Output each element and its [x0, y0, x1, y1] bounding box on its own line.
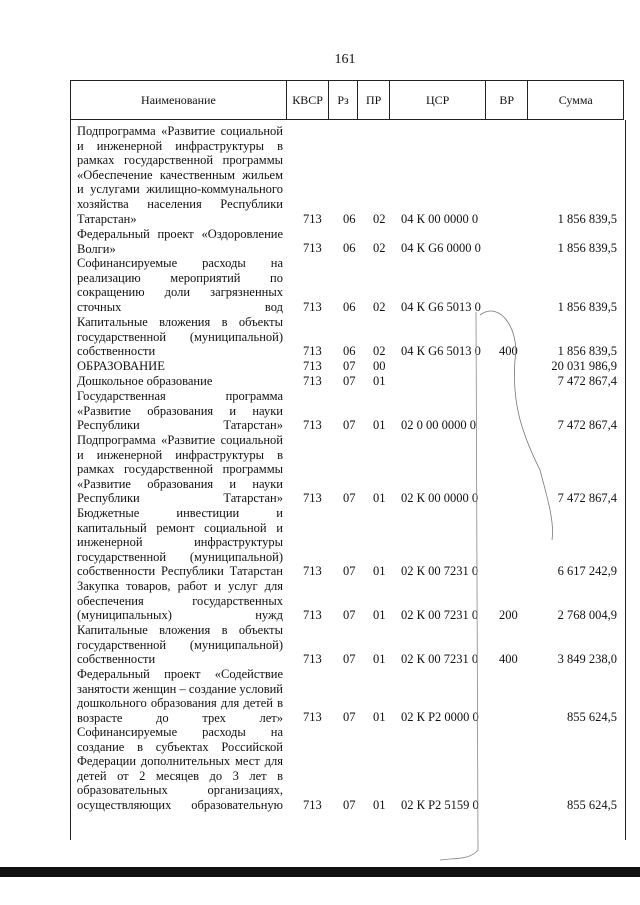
row-name: Федеральный проект «Оздоровление Волги» — [77, 227, 283, 256]
row-csr: 02 0 00 0000 0 — [401, 418, 476, 433]
row-sum: 6 617 242,9 — [557, 564, 617, 579]
pencil-stroke-left — [440, 312, 478, 860]
row-kvsr: 713 — [303, 608, 322, 623]
row-pr: 02 — [373, 241, 386, 256]
row-pr: 01 — [373, 374, 386, 389]
row-pr: 01 — [373, 608, 386, 623]
row-csr: 02 К 00 7231 0 — [401, 652, 479, 667]
row-rz: 06 — [343, 241, 356, 256]
row-sum: 2 768 004,9 — [557, 608, 617, 623]
row-csr: 02 К 00 0000 0 — [401, 491, 479, 506]
row-sum: 1 856 839,5 — [557, 300, 617, 315]
row-csr: 02 К P2 5159 0 — [401, 798, 479, 813]
header-vr: ВР — [485, 81, 527, 119]
row-name: Софинансируемые расходы на создание в субъектах Российской Федерации дополнительных мест для детей от 2 месяцев до 3 лет в образовательных организациях, осуществляющих образовательную — [77, 725, 283, 812]
row-name: Государственная программа «Развитие образования и науки Республики Татарстан» — [77, 389, 283, 433]
header-rz: Рз — [328, 81, 357, 119]
row-sum: 855 624,5 — [567, 798, 617, 813]
row-kvsr: 713 — [303, 798, 322, 813]
row-kvsr: 713 — [303, 300, 322, 315]
row-kvsr: 713 — [303, 344, 322, 359]
header-kvsr: КВСР — [286, 81, 328, 119]
row-pr: 01 — [373, 710, 386, 725]
row-vr: 400 — [499, 344, 518, 359]
row-rz: 07 — [343, 652, 356, 667]
row-sum: 1 856 839,5 — [557, 344, 617, 359]
row-name: Закупка товаров, работ и услуг для обеспечения государственных (муниципальных) нужд — [77, 579, 283, 623]
row-csr: 02 К P2 0000 0 — [401, 710, 479, 725]
header-sum: Сумма — [527, 81, 623, 119]
row-sum: 7 472 867,4 — [557, 491, 617, 506]
row-csr: 04 К G6 5013 0 — [401, 300, 481, 315]
row-kvsr: 713 — [303, 491, 322, 506]
row-name: Федеральный проект «Содействие занятости женщин – создание условий дошкольного образования для детей в возрасте до трех лет» — [77, 667, 283, 725]
row-rz: 06 — [343, 212, 356, 227]
row-rz: 07 — [343, 710, 356, 725]
row-vr: 400 — [499, 652, 518, 667]
row-rz: 07 — [343, 491, 356, 506]
row-name: ОБРАЗОВАНИЕ — [77, 359, 165, 373]
row-kvsr: 713 — [303, 359, 322, 374]
row-name: Подпрограмма «Развитие социальной и инженерной инфраструктуры в рамках государственной программы «Развитие образования и науки Республики Татарстан» — [77, 433, 283, 506]
row-sum: 1 856 839,5 — [557, 212, 617, 227]
pencil-stroke-right — [480, 311, 553, 540]
row-kvsr: 713 — [303, 241, 322, 256]
row-vr: 200 — [499, 608, 518, 623]
row-kvsr: 713 — [303, 652, 322, 667]
row-csr: 04 К G6 5013 0 — [401, 344, 481, 359]
row-pr: 02 — [373, 212, 386, 227]
scan-edge-bar — [0, 867, 640, 877]
row-sum: 20 031 986,9 — [551, 359, 617, 374]
row-pr: 01 — [373, 418, 386, 433]
row-sum: 3 849 238,0 — [557, 652, 617, 667]
header-csr: ЦСР — [389, 81, 485, 119]
row-rz: 07 — [343, 418, 356, 433]
row-sum: 1 856 839,5 — [557, 241, 617, 256]
row-pr: 02 — [373, 344, 386, 359]
row-pr: 01 — [373, 491, 386, 506]
row-csr: 04 К G6 0000 0 — [401, 241, 481, 256]
row-rz: 07 — [343, 374, 356, 389]
row-kvsr: 713 — [303, 710, 322, 725]
row-kvsr: 713 — [303, 374, 322, 389]
row-csr: 04 К 00 0000 0 — [401, 212, 479, 227]
header-name: Наименование — [141, 92, 216, 107]
row-kvsr: 713 — [303, 418, 322, 433]
row-sum: 7 472 867,4 — [557, 374, 617, 389]
row-pr: 01 — [373, 798, 386, 813]
row-name: Дошкольное образование — [77, 374, 213, 388]
row-pr: 02 — [373, 300, 386, 315]
row-name: Бюджетные инвестиции и капитальный ремонт социальной и инженерной инфраструктуры государственной (муниципальной) собственности Республики Татарстан — [77, 506, 283, 579]
row-name: Софинансируемые расходы на реализацию мероприятий по сокращению доли загрязненных сточных вод — [77, 256, 283, 314]
row-sum: 7 472 867,4 — [557, 418, 617, 433]
row-pr: 01 — [373, 564, 386, 579]
row-kvsr: 713 — [303, 212, 322, 227]
row-name: Капитальные вложения в объекты государственной (муниципальной) собственности — [77, 623, 283, 667]
row-rz: 07 — [343, 608, 356, 623]
row-sum: 855 624,5 — [567, 710, 617, 725]
row-pr: 01 — [373, 652, 386, 667]
row-rz: 06 — [343, 344, 356, 359]
row-name: Подпрограмма «Развитие социальной и инженерной инфраструктуры в рамках государственной программы «Обеспечение качественным жильем и услугами жилищно-коммунального хозяйства населения Республики Татарстан» — [77, 124, 283, 226]
row-pr: 00 — [373, 359, 386, 374]
row-kvsr: 713 — [303, 564, 322, 579]
row-csr: 02 К 00 7231 0 — [401, 564, 479, 579]
row-rz: 07 — [343, 564, 356, 579]
row-rz: 06 — [343, 300, 356, 315]
row-rz: 07 — [343, 798, 356, 813]
row-name: Капитальные вложения в объекты государственной (муниципальной) собственности — [77, 315, 283, 359]
row-csr: 02 К 00 7231 0 — [401, 608, 479, 623]
row-rz: 07 — [343, 359, 356, 374]
page-number: 161 — [334, 52, 356, 67]
header-pr: ПР — [357, 81, 390, 119]
